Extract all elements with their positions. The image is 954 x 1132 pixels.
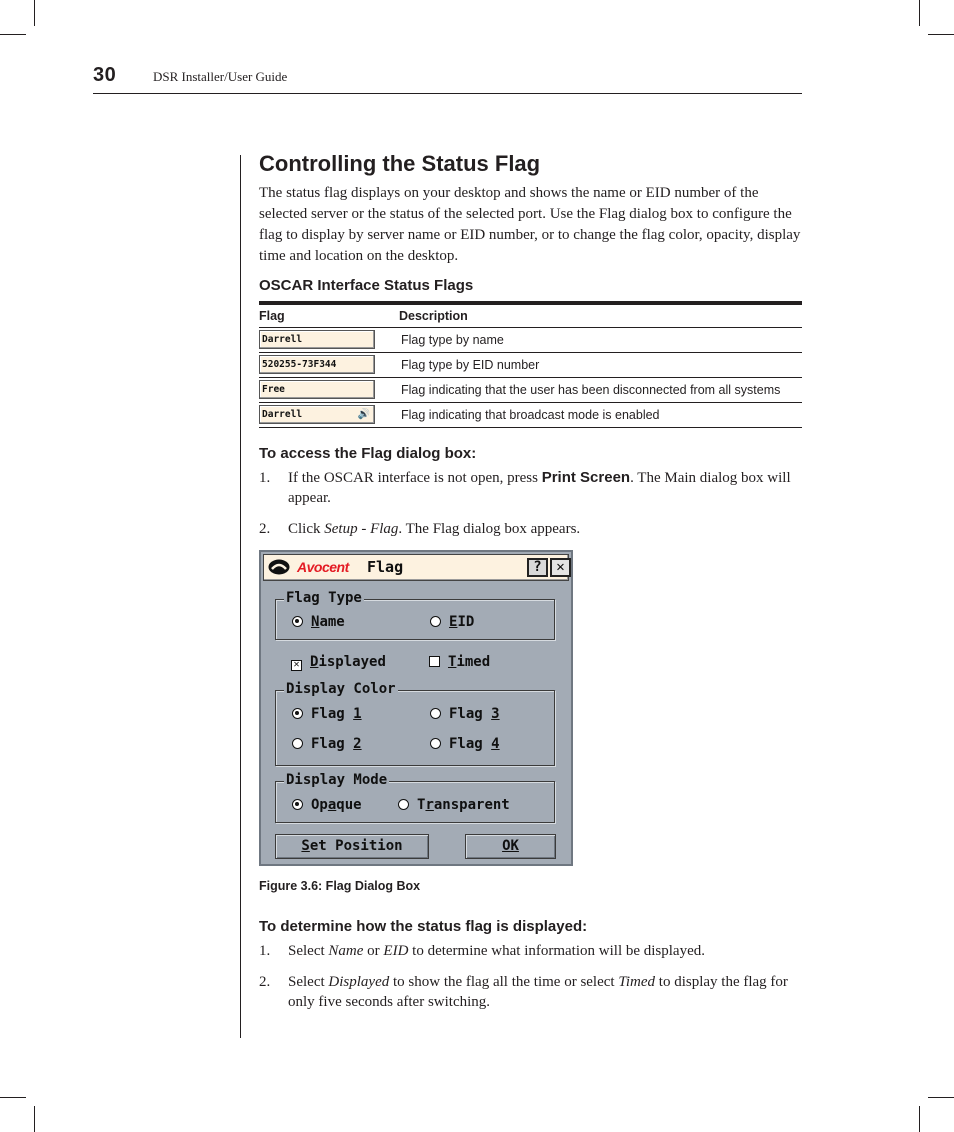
crop-mark	[919, 0, 920, 26]
flag-sample: Darrell	[259, 330, 375, 349]
step-number: 2.	[259, 973, 271, 990]
radio-empty-icon	[430, 738, 441, 749]
crop-mark	[0, 34, 26, 35]
step-text: to display the flag for only five seconds after switching.	[288, 973, 788, 1010]
step-text: . The Main dialog box will appear.	[288, 469, 791, 506]
mnemonic: 1	[353, 705, 362, 722]
help-button[interactable]	[527, 558, 548, 577]
option-eid: EID	[383, 942, 409, 959]
close-icon: ✕	[556, 558, 565, 575]
mnemonic: a	[327, 796, 337, 813]
margin-rule	[240, 155, 241, 1038]
radio-flag-4[interactable]: Flag 4	[430, 736, 500, 752]
table-row	[259, 327, 802, 352]
flag-description: Flag type by name	[399, 327, 802, 352]
crop-mark	[928, 1097, 954, 1098]
radio-empty-icon	[292, 738, 303, 749]
display-mode-group	[275, 771, 555, 823]
crop-mark	[34, 0, 35, 26]
figure-caption: Figure 3.6: Flag Dialog Box	[259, 878, 421, 893]
option-displayed: Displayed	[328, 973, 390, 990]
step-text: . The Flag dialog box appears.	[398, 520, 581, 537]
checkbox-empty-icon	[429, 656, 440, 667]
access-steps	[259, 468, 804, 539]
list-item	[259, 972, 804, 1012]
column-header-description: Description	[399, 303, 802, 327]
flag-dialog	[259, 550, 573, 866]
crop-mark	[919, 1106, 920, 1132]
displayed-checkbox[interactable]: ✕ Displayed	[291, 654, 386, 671]
radio-empty-icon	[430, 708, 441, 719]
menu-path: Setup - Flag	[324, 520, 399, 537]
dialog-title: Flag	[367, 557, 404, 576]
radio-selected-icon	[292, 799, 303, 810]
checkbox-checked-icon: ✕	[291, 660, 302, 671]
step-number: 2.	[259, 520, 271, 537]
help-icon: ?	[533, 558, 542, 575]
radio-flag-2[interactable]: Flag 2	[292, 736, 362, 752]
running-header	[93, 64, 802, 94]
mnemonic: 3	[491, 705, 500, 722]
speaker-icon: 🔊	[357, 409, 370, 420]
section-title: Controlling the Status Flag	[259, 151, 541, 176]
table-caption: OSCAR Interface Status Flags	[259, 277, 474, 294]
flag-description: Flag indicating that broadcast mode is enabled	[399, 402, 802, 427]
step-text: to determine what information will be displayed.	[408, 942, 706, 959]
close-button[interactable]	[550, 558, 571, 577]
ok-button[interactable]	[465, 834, 556, 859]
status-flags-table	[259, 301, 802, 428]
step-number: 1.	[259, 469, 271, 486]
crop-mark	[0, 1097, 26, 1098]
page-content	[259, 150, 804, 1023]
flag-sample: 520255-73F344	[259, 355, 375, 374]
mnemonic: T	[448, 653, 457, 670]
page-number: 30	[93, 64, 117, 86]
step-number: 1.	[259, 942, 271, 959]
access-steps-heading: To access the Flag dialog box:	[259, 444, 477, 462]
list-item	[259, 941, 804, 961]
list-item	[259, 519, 804, 539]
column-header-flag: Flag	[259, 303, 399, 327]
book-title: DSR Installer/User Guide	[153, 69, 288, 84]
flag-description: Flag type by EID number	[399, 352, 802, 377]
dialog-titlebar	[263, 554, 569, 581]
radio-transparent[interactable]: Transparent	[398, 797, 510, 813]
radio-selected-icon	[292, 708, 303, 719]
mnemonic: 2	[353, 735, 362, 752]
timed-checkbox[interactable]: Timed	[429, 654, 490, 670]
step-text: or	[363, 942, 384, 959]
display-color-group	[275, 680, 555, 766]
mnemonic: E	[449, 613, 458, 630]
option-timed: Timed	[618, 973, 656, 990]
step-text: Select	[288, 942, 329, 959]
table-row	[259, 352, 802, 377]
group-label: Display Color	[286, 680, 396, 697]
set-position-button[interactable]: Set Position	[275, 834, 429, 859]
radio-flag-3[interactable]: Flag 3	[430, 706, 500, 722]
table-row	[259, 377, 802, 402]
flag-sample: Free	[259, 380, 375, 399]
option-name: Name	[328, 942, 364, 959]
step-text: Click	[288, 520, 325, 537]
flag-description: Flag indicating that the user has been disconnected from all systems	[399, 377, 802, 402]
radio-flag-1[interactable]: Flag 1	[292, 706, 362, 722]
group-label: Flag Type	[286, 589, 362, 606]
table-row	[259, 402, 802, 427]
mnemonic: 4	[491, 735, 500, 752]
flag-sample-text: Darrell	[262, 409, 303, 420]
flag-sample-broadcast	[259, 405, 375, 424]
step-text: Select	[288, 973, 329, 990]
mnemonic: r	[425, 796, 434, 813]
radio-empty-icon	[430, 616, 441, 627]
crop-mark	[34, 1106, 35, 1132]
group-label: Display Mode	[286, 771, 388, 788]
mnemonic: S	[301, 837, 310, 854]
key-name: Print Screen	[541, 468, 631, 486]
brand-name: Avocent	[297, 558, 349, 575]
mnemonic: N	[311, 613, 320, 630]
crop-mark	[928, 34, 954, 35]
radio-opaque[interactable]: Opaque	[292, 797, 362, 813]
avocent-logo-icon	[268, 559, 290, 575]
determine-steps-heading: To determine how the status flag is displayed:	[259, 917, 588, 935]
step-text: If the OSCAR interface is not open, press	[288, 469, 542, 486]
radio-selected-icon	[292, 616, 303, 627]
radio-empty-icon	[398, 799, 409, 810]
list-item	[259, 468, 804, 508]
intro-paragraph: The status flag displays on your desktop and shows the name or EID number of the selected server or the status of the selected port. Use the Flag dialog box to configure the flag to display by server name or EID number, or to change the flag color, opacity, display time and location on the desktop.	[259, 185, 801, 264]
flag-type-group	[275, 589, 555, 640]
step-text: to show the flag all the time or select	[389, 973, 619, 990]
mnemonic: OK	[502, 837, 519, 854]
determine-steps	[259, 941, 804, 1012]
radio-name[interactable]: Name	[292, 614, 345, 630]
mnemonic: D	[310, 653, 319, 670]
radio-eid[interactable]: EID	[430, 614, 474, 630]
table-header-row	[259, 303, 802, 327]
